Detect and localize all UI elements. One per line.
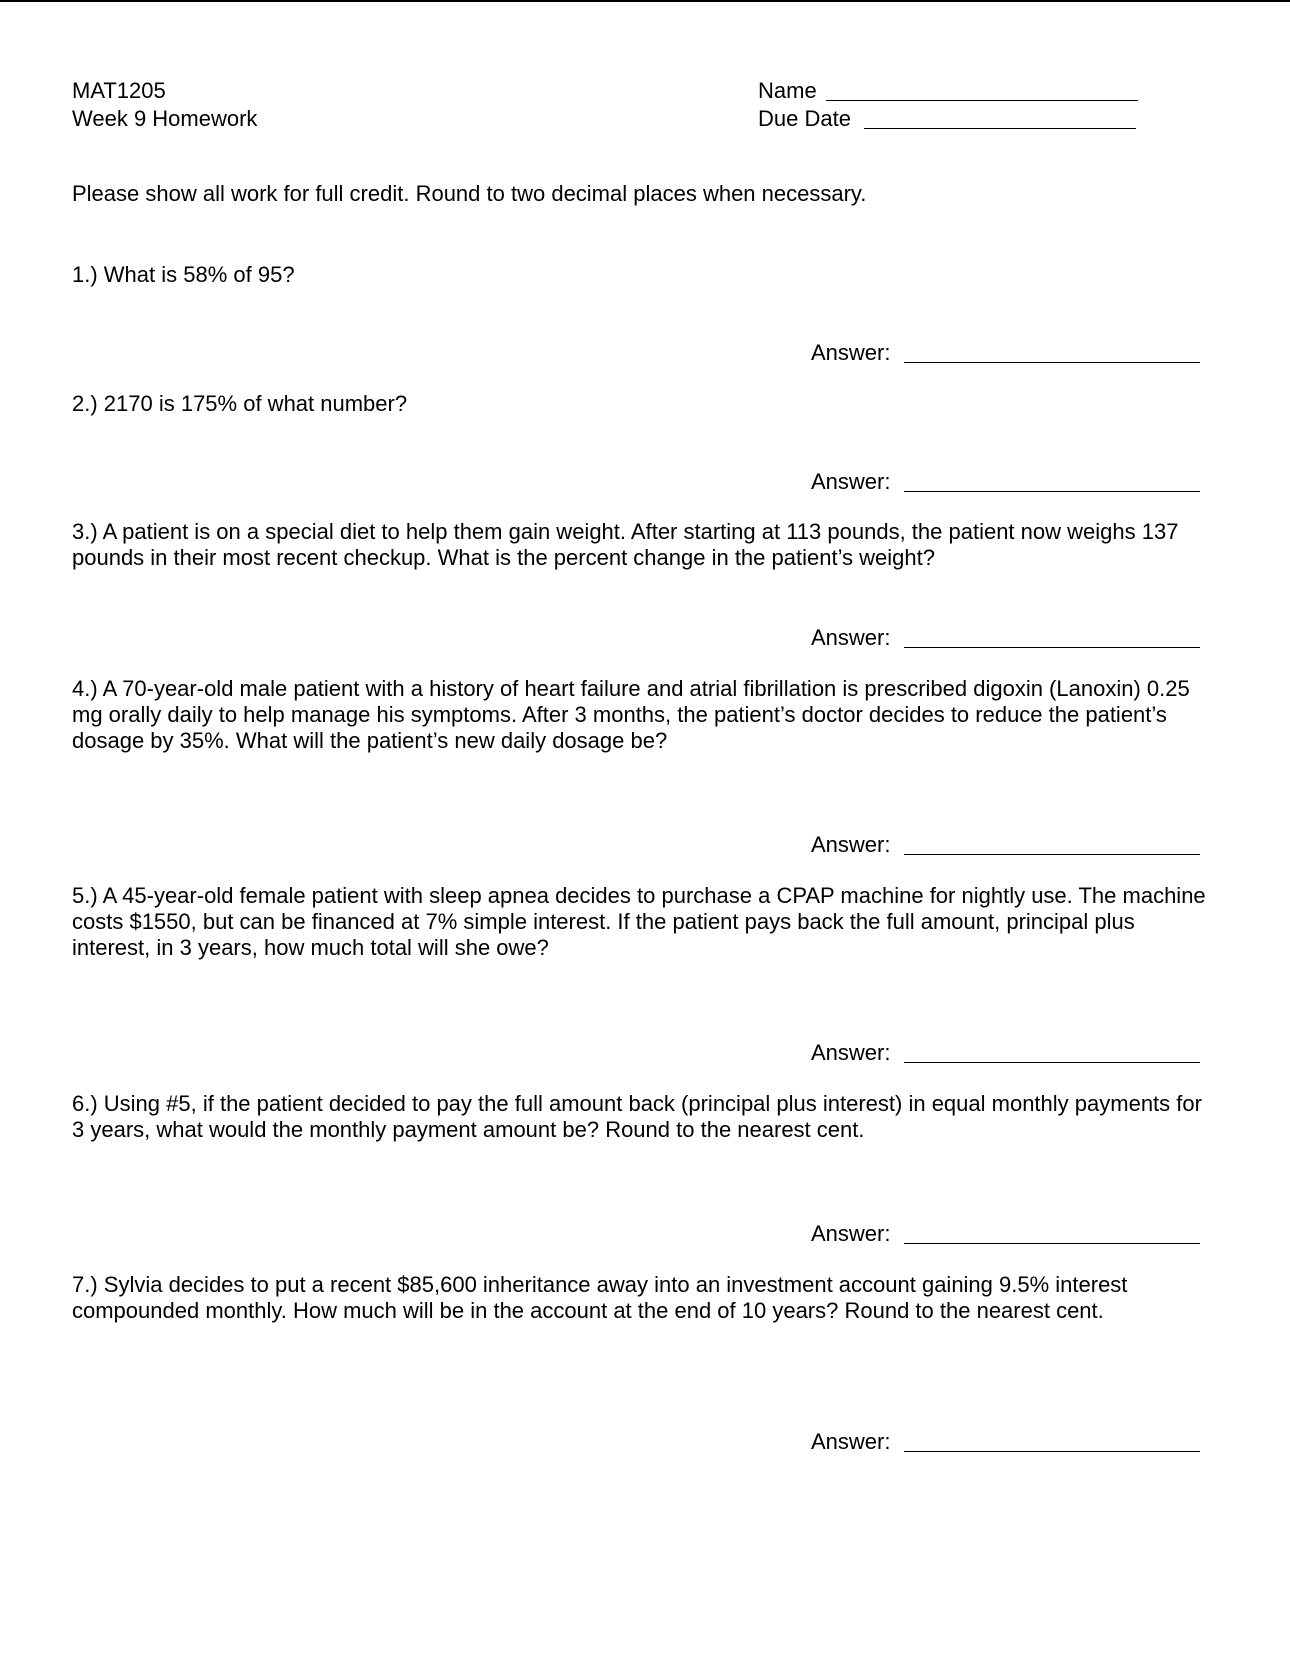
answer-5-label: Answer: [811, 1040, 891, 1065]
question-5-text: 5.) A 45-year-old female patient with sleep apnea decides to purchase a CPAP machine for nightly use. The machine costs $1550, but can be financed at 7% simple interest. If the patient pays back the full amount, principal plus interest, in 3 years, how much total will she owe? [72, 883, 1206, 960]
question-7-text: 7.) Sylvia decides to put a recent $85,600 inheritance away into an investment account gaining 9.5% interest compounded monthly. How much will be in the account at the end of 10 years? Round to the nearest cent. [72, 1272, 1128, 1323]
answer-4-label: Answer: [811, 832, 891, 857]
course-code: MAT1205 [72, 78, 166, 103]
answer-7-label: Answer: [811, 1429, 891, 1454]
question-2-text: 2.) 2170 is 175% of what number? [72, 391, 408, 416]
name-label: Name [758, 78, 817, 103]
answer-7-line[interactable] [904, 1451, 1200, 1452]
answer-3-line[interactable] [904, 647, 1200, 648]
answer-1-label: Answer: [811, 340, 891, 365]
due-date-field-line[interactable] [864, 128, 1136, 129]
answer-5-line[interactable] [904, 1062, 1200, 1063]
answer-6-label: Answer: [811, 1221, 891, 1246]
question-4-text: 4.) A 70-year-old male patient with a history of heart failure and atrial fibrillation is prescribed digoxin (Lanoxin) 0.25 mg orally daily to help manage his symptoms. After 3 months, the patient’s doctor decides to reduce the patient’s dosage by 35%. What will the patient’s new daily dosage be? [72, 676, 1190, 753]
question-1-text: 1.) What is 58% of 95? [72, 262, 295, 287]
answer-3-label: Answer: [811, 625, 891, 650]
answer-1-line[interactable] [904, 362, 1200, 363]
due-date-label: Due Date [758, 106, 851, 131]
assignment-title: Week 9 Homework [72, 106, 258, 131]
answer-6-line[interactable] [904, 1243, 1200, 1244]
answer-2-label: Answer: [811, 469, 891, 494]
answer-4-line[interactable] [904, 854, 1200, 855]
question-6-text: 6.) Using #5, if the patient decided to pay the full amount back (principal plus interest) in equal monthly payments for 3 years, what would the monthly payment amount be? Round to the nearest cent. [72, 1091, 1202, 1142]
question-3-text: 3.) A patient is on a special diet to help them gain weight. After starting at 113 pounds, the patient now weighs 137 pounds in their most recent checkup. What is the percent change in the patient’s weight? [72, 519, 1179, 570]
answer-2-line[interactable] [904, 491, 1200, 492]
top-border-rule [0, 0, 1290, 2]
instructions-text: Please show all work for full credit. Round to two decimal places when necessary. [72, 181, 867, 206]
name-field-line[interactable] [826, 100, 1138, 101]
